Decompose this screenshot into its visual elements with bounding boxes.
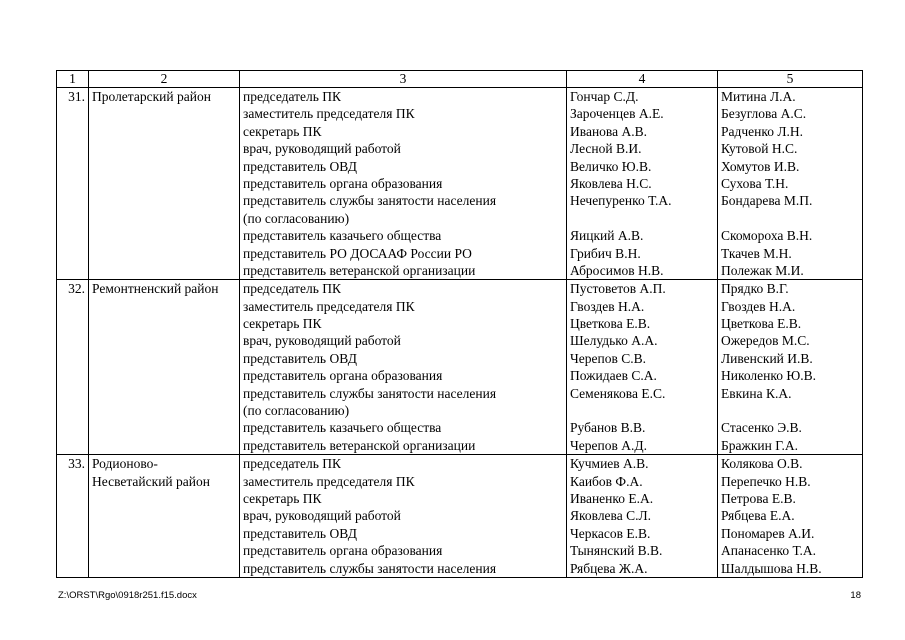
cell-line: заместитель председателя ПК [243,298,415,314]
cell-line: Ожередов М.С. [721,333,810,349]
cell-line: Пожидаев С.А. [570,368,657,384]
cell-line: Пролетарский район [92,89,211,104]
cell-line: заместитель председателя ПК [243,473,415,489]
header-cell-1: 1 [57,71,89,88]
row-number [57,88,89,280]
cell-line: Черепов А.Д. [570,437,647,453]
cell-line: представитель ОВД [243,158,357,174]
cell-line: Ткачев М.Н. [721,245,792,261]
cell-line: председатель ПК [243,89,342,104]
row-number-text: 33. [68,456,85,472]
cell-line: секретарь ПК [243,123,322,139]
cell-line: Черкасов Е.В. [570,525,651,541]
cell-line: Семенякова Е.С. [570,385,666,401]
roles-list [240,455,567,578]
header-cell-4: 4 [567,71,718,88]
cell-line: Зароченцев А.Е. [570,106,664,122]
cell-line: Рябцева Ж.А. [570,560,648,576]
cell-line: Тынянский В.В. [570,543,663,559]
cell-line: Яковлева С.Л. [570,508,652,524]
cell-line: Кутовой Н.С. [721,141,798,157]
commission-table [56,70,863,578]
cell-line: представитель ОВД [243,350,357,366]
cell-line: представитель ветеранской организации [243,437,476,453]
cell-line: (по согласованию) [243,403,350,419]
members-list [567,88,718,280]
cell-line: Скомороха В.Н. [721,228,813,244]
cell-line: (по согласованию) [243,210,350,226]
cell-line: Цветкова Е.В. [570,316,651,332]
cell-line: Родионово- [92,456,158,472]
cell-line: Колякова О.В. [721,456,803,472]
footer-file-path: Z:\ORST\Rgo\0918r251.f15.docx [58,590,197,601]
cell-line: представитель ветеранской организации [243,262,476,278]
cell-line: заместитель председателя ПК [243,106,415,122]
reserves-list [718,88,863,280]
cell-line: врач, руководящий работой [243,141,401,157]
cell-line: врач, руководящий работой [243,508,401,524]
cell-line: Яицкий А.В. [570,228,644,244]
cell-line: Рябцева Е.А. [721,508,795,524]
cell-line: представитель службы занятости населения [243,385,497,401]
cell-line: Гвоздев Н.А. [570,298,645,314]
cell-line: Ремонтненский район [92,281,219,297]
cell-line: Величко Ю.В. [570,158,652,174]
cell-line: Абросимов Н.В. [570,262,664,278]
cell-line: представитель казачьего общества [243,420,442,436]
cell-line: Пономарев А.И. [721,525,815,541]
cell-line: Сухова Т.Н. [721,175,789,191]
cell-line: Петрова Е.В. [721,490,796,506]
row-number [57,280,89,455]
cell-line: Пустоветов А.П. [570,281,666,297]
cell-line [570,402,714,419]
cell-line: Полежак М.И. [721,262,804,278]
cell-line: представитель службы занятости населения [243,193,497,209]
cell-line [721,402,859,419]
cell-line: представитель РО ДОСААФ России РО [243,245,472,261]
cell-line: Шалдышова Н.В. [721,560,822,576]
cell-line: Каибов Ф.А. [570,473,643,489]
cell-line: Бондарева М.П. [721,193,813,209]
cell-line: представитель органа образования [243,543,443,559]
cell-line: Несветайский район [92,473,210,489]
cell-line: Бражкин Г.А. [721,437,798,453]
reserves-list [718,455,863,578]
cell-line: Иванова А.В. [570,123,647,139]
district-row-33 [57,455,863,578]
cell-line: Евкина К.А. [721,385,792,401]
cell-line: Хомутов И.В. [721,158,800,174]
cell-line: председатель ПК [243,456,342,472]
cell-line: Иваненко Е.А. [570,490,654,506]
cell-line: врач, руководящий работой [243,333,401,349]
members-list [567,455,718,578]
district-name [89,280,240,455]
header-cell-5: 5 [718,71,863,88]
cell-line: представитель службы занятости населения [243,560,497,576]
cell-line: Апанасенко Т.А. [721,543,816,559]
cell-line: Стасенко Э.В. [721,420,802,436]
cell-line: Ливенский И.В. [721,350,813,366]
cell-line: Перепечко Н.В. [721,473,811,489]
cell-line: секретарь ПК [243,490,322,506]
cell-line: Кучмиев А.В. [570,456,649,472]
cell-line: Шелудько А.А. [570,333,658,349]
page-number: 18 [850,590,861,601]
cell-line: представитель органа образования [243,175,443,191]
district-name [89,455,240,578]
cell-line: Яковлева Н.С. [570,175,652,191]
cell-line: представитель казачьего общества [243,228,442,244]
roles-list [240,280,567,455]
cell-line: Нечепуренко Т.А. [570,193,672,209]
cell-line: Лесной В.И. [570,141,642,157]
row-number-text: 31. [68,89,85,104]
row-number [57,455,89,578]
district-row-32 [57,280,863,455]
cell-line: Черепов С.В. [570,350,646,366]
cell-line: Безуглова А.С. [721,106,807,122]
cell-line: Грибич В.Н. [570,245,641,261]
cell-line: представитель органа образования [243,368,443,384]
cell-line [721,210,859,227]
members-list [567,280,718,455]
cell-line [570,210,714,227]
header-cell-2: 2 [89,71,240,88]
district-name [89,88,240,280]
cell-line: представитель ОВД [243,525,357,541]
district-row-31 [57,88,863,280]
cell-line: секретарь ПК [243,316,322,332]
cell-line: Митина Л.А. [721,89,796,104]
cell-line: Гвоздев Н.А. [721,298,796,314]
header-cell-3: 3 [240,71,567,88]
cell-line: Гончар С.Д. [570,89,639,104]
cell-line: Прядко В.Г. [721,281,789,297]
header-row [57,71,863,88]
cell-line: Рубанов В.В. [570,420,646,436]
roles-list [240,88,567,280]
cell-line: Николенко Ю.В. [721,368,817,384]
reserves-list [718,280,863,455]
cell-line: председатель ПК [243,281,342,297]
cell-line: Радченко Л.Н. [721,123,804,139]
cell-line: Цветкова Е.В. [721,316,802,332]
row-number-text: 32. [68,281,85,297]
